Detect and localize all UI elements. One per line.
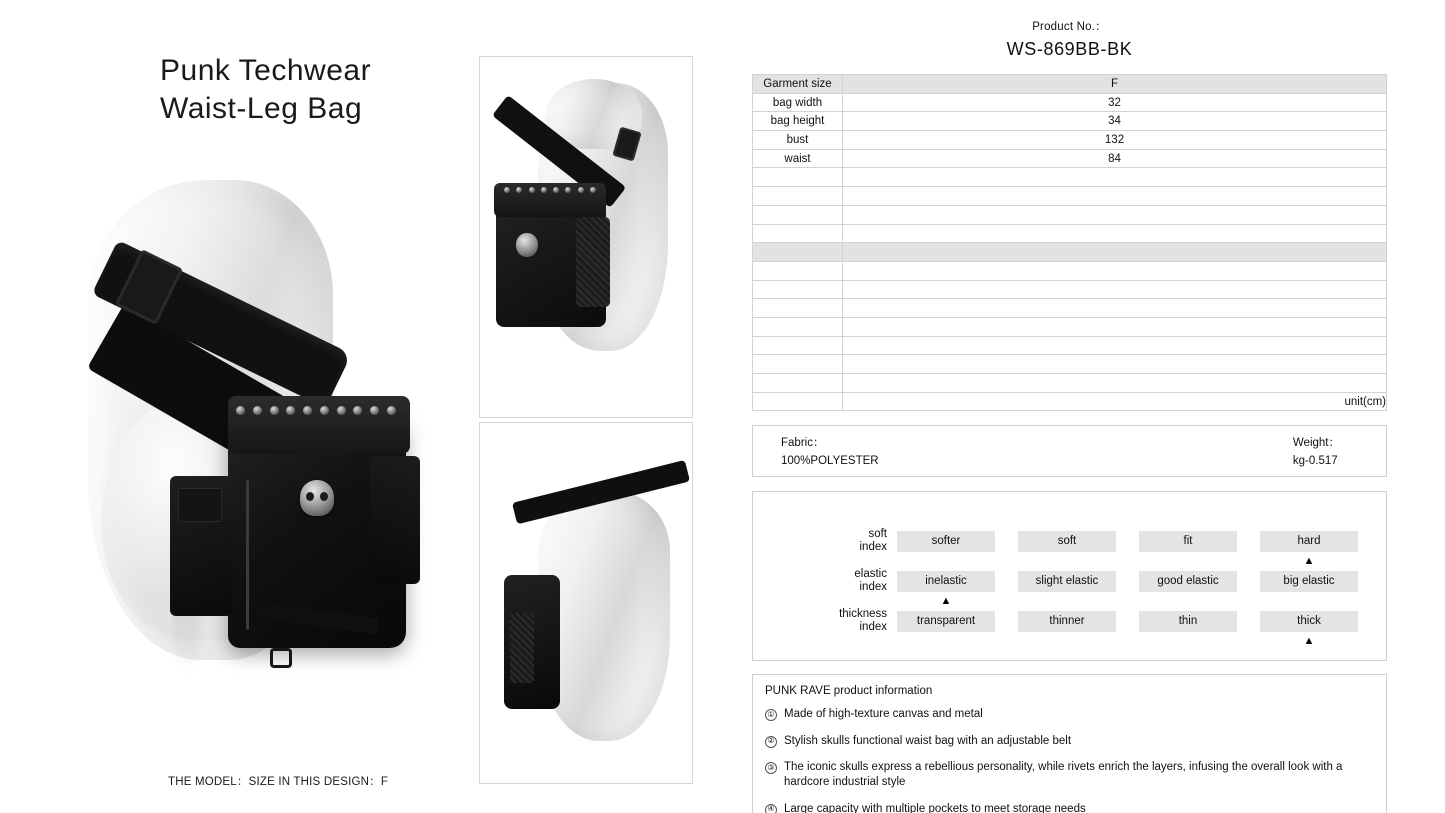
fabric-weight-box (752, 425, 1387, 477)
table-band-row (753, 243, 1387, 262)
bullet-number-2: ② (765, 736, 777, 748)
row-label: waist (753, 149, 843, 168)
d-ring-hardware (270, 648, 292, 668)
detail-photo-column (479, 56, 693, 784)
garment-size-table (752, 74, 1387, 411)
table-row (753, 355, 1387, 374)
skull-emblem-front (516, 233, 538, 257)
detail-photo-back (479, 422, 693, 784)
elastic-option-big[interactable]: big elastic (1260, 571, 1358, 592)
header-garment-size: Garment size (753, 75, 843, 94)
info-text-2: Stylish skulls functional waist bag with an adjustable belt (784, 734, 1072, 747)
material-index-box (752, 491, 1387, 661)
row-value: 84 (843, 149, 1387, 168)
mesh-pocket-back (510, 613, 534, 683)
row-value (843, 336, 1387, 355)
row-label (753, 374, 843, 393)
table-row (753, 374, 1387, 393)
row-value: 32 (843, 93, 1387, 112)
table-row (753, 261, 1387, 280)
row-label (753, 224, 843, 243)
weight-label: Weight： (1292, 437, 1340, 450)
stud-row-front (504, 187, 596, 197)
selection-marker-icon: ▲ (1303, 554, 1315, 567)
unit-label: unit(cm) (843, 392, 1387, 411)
row-label (753, 261, 843, 280)
row-label (753, 317, 843, 336)
product-information-box (752, 674, 1387, 813)
row-value: 34 (843, 112, 1387, 131)
list-item (765, 760, 1372, 791)
table-row (753, 112, 1387, 131)
thickness-option-thick[interactable]: thick ▲ (1260, 611, 1358, 632)
row-label (753, 355, 843, 374)
title-line-1: Punk Techwear (160, 54, 372, 87)
soft-index-options (897, 531, 1358, 567)
fabric-value: 100%POLYESTER (781, 454, 879, 467)
list-item (765, 734, 1372, 749)
row-label: bust (753, 131, 843, 150)
soft-index-row (753, 528, 1386, 567)
table-row (753, 299, 1387, 318)
bullet-number-3: ③ (765, 762, 777, 774)
row-label (753, 187, 843, 206)
soft-option-hard[interactable]: hard ▲ (1260, 531, 1358, 552)
table-row (753, 168, 1387, 187)
soft-option-softer[interactable]: softer (897, 531, 995, 552)
row-value (843, 168, 1387, 187)
table-row (753, 205, 1387, 224)
soft-option-fit[interactable]: fit (1139, 531, 1237, 552)
left-panel (0, 0, 465, 813)
elastic-index-name: elastic (854, 568, 887, 581)
info-text-1: Made of high-texture canvas and metal (784, 708, 983, 721)
page-title (160, 52, 371, 129)
row-value (843, 355, 1387, 374)
row-label (753, 168, 843, 187)
row-value (843, 374, 1387, 393)
model-size-note: THE MODEL：SIZE IN THIS DESIGN：F (168, 776, 389, 788)
unit-row-left (753, 392, 843, 411)
table-row (753, 224, 1387, 243)
thickness-option-thin[interactable]: thin (1139, 611, 1237, 632)
band-left (753, 243, 843, 262)
elastic-index-label (753, 568, 897, 594)
row-label (753, 280, 843, 299)
soft-option-soft[interactable]: soft (1018, 531, 1116, 552)
header-size-f: F (843, 75, 1387, 94)
thickness-index-options (897, 611, 1358, 647)
bag-utility-pocket (178, 488, 222, 522)
row-value (843, 317, 1387, 336)
table-row (753, 131, 1387, 150)
info-text-4: Large capacity with multiple pockets to meet storage needs (784, 802, 1086, 813)
table-row (753, 317, 1387, 336)
row-value (843, 187, 1387, 206)
list-item (765, 802, 1372, 813)
bullet-number-4: ④ (765, 804, 777, 813)
title-line-2: Waist-Leg Bag (160, 92, 363, 126)
thickness-index-row (753, 608, 1386, 647)
weight-info (1293, 435, 1340, 470)
elastic-option-good[interactable]: good elastic (1139, 571, 1237, 592)
table-header-row (753, 75, 1387, 94)
soft-index-name2: index (859, 541, 887, 554)
thickness-index-label (753, 608, 897, 634)
row-label: bag width (753, 93, 843, 112)
bag-side-pocket-right (370, 456, 420, 584)
weight-value: kg-0.517 (1292, 454, 1338, 467)
table-row (753, 280, 1387, 299)
row-label (753, 205, 843, 224)
list-item (765, 707, 1372, 722)
selection-marker-icon: ▲ (940, 594, 952, 607)
row-value (843, 299, 1387, 318)
row-label (753, 336, 843, 355)
row-value (843, 261, 1387, 280)
table-unit-row (753, 392, 1387, 411)
row-label: bag height (753, 112, 843, 131)
elastic-index-options (897, 571, 1358, 607)
band-right (843, 243, 1387, 262)
product-header (752, 18, 1387, 60)
fabric-label: Fabric： (781, 437, 825, 450)
elastic-index-name2: index (859, 581, 887, 594)
table-row (753, 187, 1387, 206)
soft-index-label (753, 528, 897, 554)
bag-stud-row (236, 402, 396, 418)
selection-marker-icon: ▲ (1303, 634, 1315, 647)
detail-photo-front (479, 56, 693, 418)
elastic-option-slight[interactable]: slight elastic (1018, 571, 1116, 592)
soft-index-name: soft (868, 528, 887, 541)
elastic-option-inelastic[interactable]: inelastic ▲ (897, 571, 995, 592)
row-value: 132 (843, 131, 1387, 150)
table-row (753, 149, 1387, 168)
thickness-option-thinner[interactable]: thinner (1018, 611, 1116, 632)
row-label (753, 299, 843, 318)
row-value (843, 224, 1387, 243)
fabric-info (781, 435, 879, 470)
thickness-option-transparent[interactable]: transparent (897, 611, 995, 632)
product-info-title: PUNK RAVE product information (765, 685, 933, 698)
table-row (753, 93, 1387, 112)
elastic-index-row (753, 568, 1386, 607)
bag-zipper (246, 480, 249, 630)
spec-panel (752, 18, 1387, 813)
hero-product-photo (78, 180, 458, 680)
row-value (843, 280, 1387, 299)
thickness-index-name2: index (859, 621, 887, 634)
product-no-value: WS-869BB-BK (1006, 39, 1133, 59)
mesh-pocket-front (576, 217, 610, 307)
thickness-index-name: thickness (839, 608, 887, 621)
table-row (753, 336, 1387, 355)
info-text-3: The iconic skulls express a rebellious personality, while rivets enrich the layers, infusing the overall look with a hardcore industrial style (784, 760, 1343, 789)
product-no-label: Product No.： (1032, 21, 1107, 33)
skull-emblem (300, 480, 334, 516)
bullet-number-1: ① (765, 709, 777, 721)
row-value (843, 205, 1387, 224)
